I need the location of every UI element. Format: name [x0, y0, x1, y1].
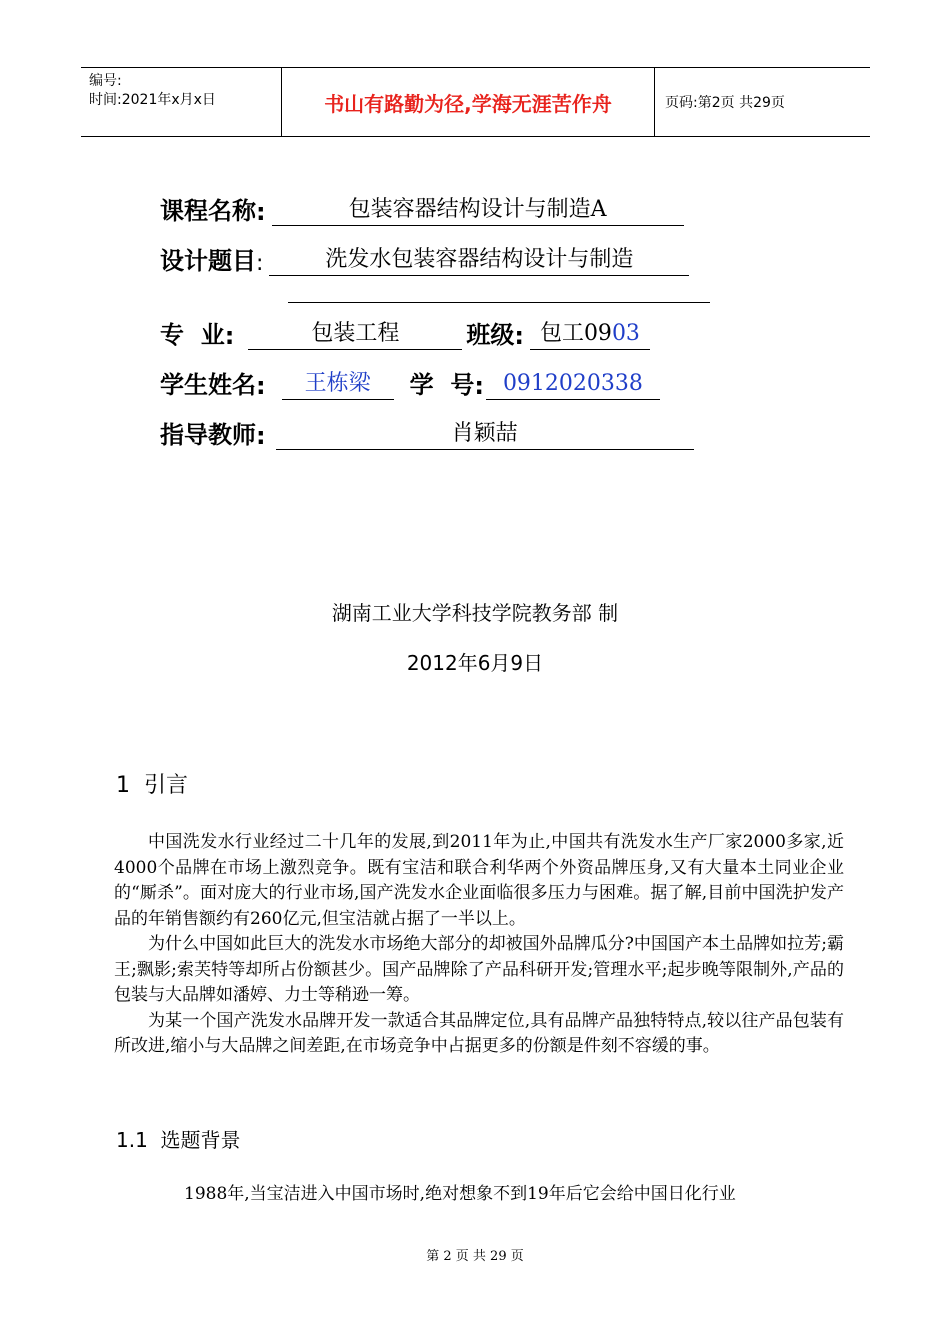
topic-second-line	[288, 302, 710, 303]
header-left-cell	[81, 68, 281, 136]
number-label: 编号:	[89, 73, 122, 89]
class-value-main: 包工09	[539, 321, 612, 346]
class-value-suffix: 03	[611, 321, 640, 346]
student-row	[160, 364, 660, 400]
teacher-row	[160, 414, 694, 450]
topic-label: 设计题目	[160, 247, 256, 275]
major-value: 包装工程	[248, 319, 462, 350]
topic-value: 洗发水包装容器结构设计与制造	[269, 245, 689, 276]
teacher-label: 指导教师	[160, 421, 256, 449]
page-header	[81, 67, 870, 137]
institution: 湖南工业大学科技学院教务部 制	[331, 601, 619, 625]
teacher-value: 肖颖喆	[276, 419, 694, 450]
page-footer: 第 2 页 共 29 页	[426, 1249, 524, 1264]
intro-body	[114, 830, 844, 1060]
course-row	[160, 190, 684, 226]
subsection-heading: 1.1 选题背景	[116, 1128, 241, 1152]
major-label: 专 业	[160, 321, 225, 349]
background-body	[114, 1182, 844, 1208]
page-info: 页码:第2页 共29页	[665, 95, 785, 111]
student-colon: :	[256, 372, 266, 400]
motto: 书山有路勤为径,学海无涯苦作舟	[281, 68, 655, 136]
major-row	[160, 314, 650, 350]
class-colon: :	[514, 322, 524, 350]
course-label: 课程名称	[160, 197, 256, 225]
report-date: 2012年6月9日	[406, 651, 544, 675]
section-heading: 1 引言	[116, 773, 188, 798]
course-value: 包装容器结构设计与制造A	[272, 195, 684, 226]
paragraph: 1988年,当宝洁进入中国市场时,绝对想象不到19年后它会给中国日化行业	[184, 1184, 736, 1204]
paragraph: 为什么中国如此巨大的洗发水市场绝大部分的却被国外品牌瓜分?中国国产本土品牌如拉芳;霸王;飘影;索芙特等却所占份额甚少。国产品牌除了产品科研开发;管理水平;起步晚等限制外,产品的包装与大品牌如潘婷、力士等稍逊一筹。	[114, 934, 844, 1005]
topic-row	[160, 240, 689, 276]
paragraph: 为某一个国产洗发水品牌开发一款适合其品牌定位,具有品牌产品独特特点,较以往产品包装有所改进,缩小与大品牌之间差距,在市场竞争中占据更多的份额是件刻不容缓的事。	[114, 1010, 844, 1056]
teacher-colon: :	[256, 422, 266, 450]
id-colon: :	[474, 372, 484, 400]
major-colon: :	[224, 322, 235, 350]
paragraph: 中国洗发水行业经过二十几年的发展,到2011年为止,中国共有洗发水生产厂家2000多家,近4000个品牌在市场上激烈竞争。既有宝洁和联合利华两个外资品牌压身,又有大量本土同业企业的“厮杀”。面对庞大的行业市场,国产洗发水企业面临很多压力与困难。据了解,目前中国洗护发产品的年销售额约有260亿元,但宝洁就占据了一半以上。	[114, 832, 844, 929]
course-colon: :	[256, 198, 266, 226]
class-value	[530, 319, 650, 350]
topic-colon: :	[256, 251, 264, 276]
time-label: 时间:2021年x月x日	[89, 92, 216, 108]
student-value: 王栋梁	[282, 369, 394, 400]
class-label: 班级	[466, 321, 515, 349]
id-label: 学 号	[409, 371, 475, 399]
student-label: 学生姓名	[160, 371, 256, 399]
id-value: 0912020338	[486, 369, 660, 400]
